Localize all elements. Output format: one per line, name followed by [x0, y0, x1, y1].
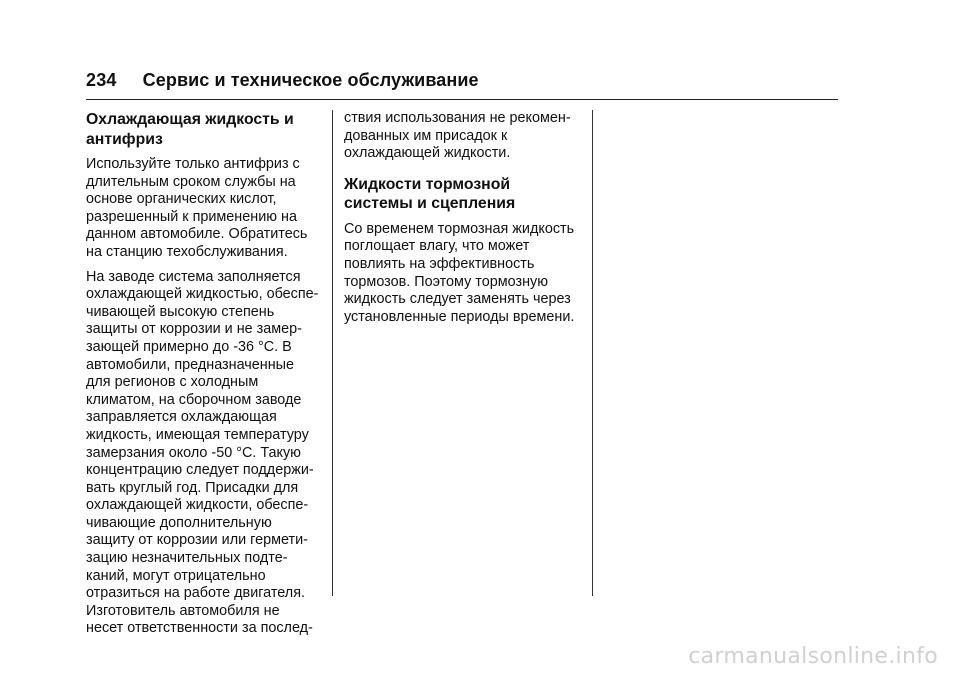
paragraph-coolant-usage [86, 156, 326, 262]
text-line: разрешенный к применению на [86, 208, 297, 225]
text-line: жидкость следует заменять через [344, 291, 571, 308]
text-line: концентрацию следует поддержи- [86, 462, 314, 479]
text-line: замерзания около -50 °C. Такую [86, 444, 301, 461]
text-line: вать круглый год. Присадки для [86, 479, 299, 496]
text-line: охлаждающей жидкости. [344, 145, 511, 162]
page-header [86, 70, 838, 98]
text-line: повлиять на эффективность [344, 255, 535, 272]
page-number: 234 [86, 70, 117, 90]
section-heading-brake-fluid [344, 175, 584, 214]
heading-line: Охлаждающая жидкость и [86, 111, 294, 128]
left-column [86, 110, 326, 645]
text-line: несет ответственности за послед- [86, 620, 313, 637]
section-heading-coolant [86, 110, 326, 149]
heading-line: антифриз [86, 130, 163, 148]
text-line: климатом, на сборочном заводе [86, 391, 302, 408]
text-line: зацию незначительных подте- [86, 550, 288, 567]
text-line: каний, могут отрицательно [86, 567, 266, 584]
heading-line: Жидкости тормозной [344, 175, 511, 193]
text-line: чивающей высокую степень [86, 303, 275, 320]
text-line: данном автомобиле. Обратитесь [86, 226, 308, 243]
text-line: защиты от коррозии и не замер- [86, 321, 302, 338]
text-line: дованных им присадок к [344, 127, 508, 144]
text-line: для регионов с холодным [86, 374, 259, 391]
text-line: длительным сроком службы на [86, 173, 296, 190]
text-line: зающей примерно до -36 °C. В [86, 338, 292, 355]
column-divider-left [332, 110, 333, 596]
paragraph-coolant-continued [344, 110, 584, 163]
text-line: заправляется охлаждающая [86, 409, 277, 426]
paragraph-brake-fluid [344, 221, 584, 327]
text-line: Изготовитель автомобиля не [86, 602, 280, 619]
text-line: На заводе система заполняется [86, 268, 301, 285]
text-line: Со временем тормозная жидкость [344, 220, 575, 237]
heading-line: системы и сцепления [344, 195, 516, 213]
text-line: чивающие дополнительную [86, 514, 272, 531]
chapter-title: Сервис и техническое обслуживание [142, 70, 479, 90]
text-line: Используйте только антифриз с [86, 156, 300, 172]
text-line: ствия использования не рекомен- [344, 110, 571, 126]
text-line: отразиться на работе двигателя. [86, 585, 305, 602]
text-line: установленные периоды времени. [344, 308, 575, 325]
header-rule [86, 99, 838, 100]
text-line: охлаждающей жидкости, обеспе- [86, 497, 309, 514]
text-line: на станцию техобслуживания. [86, 243, 288, 260]
text-line: автомобили, предназначенные [86, 356, 295, 373]
middle-column [344, 110, 584, 333]
watermark: carmanualsonline.info [688, 644, 938, 669]
text-line: охлаждающей жидкостью, обеспе- [86, 286, 319, 303]
paragraph-coolant-factory [86, 269, 326, 638]
text-line: жидкость, имеющая температуру [86, 426, 309, 443]
text-line: тормозов. Поэтому тормозную [344, 273, 549, 290]
text-line: основе органических кислот, [86, 191, 277, 208]
column-divider-right [592, 110, 593, 596]
text-line: защиту от коррозии или гермети- [86, 532, 308, 549]
text-line: поглощает влагу, что может [344, 238, 530, 255]
